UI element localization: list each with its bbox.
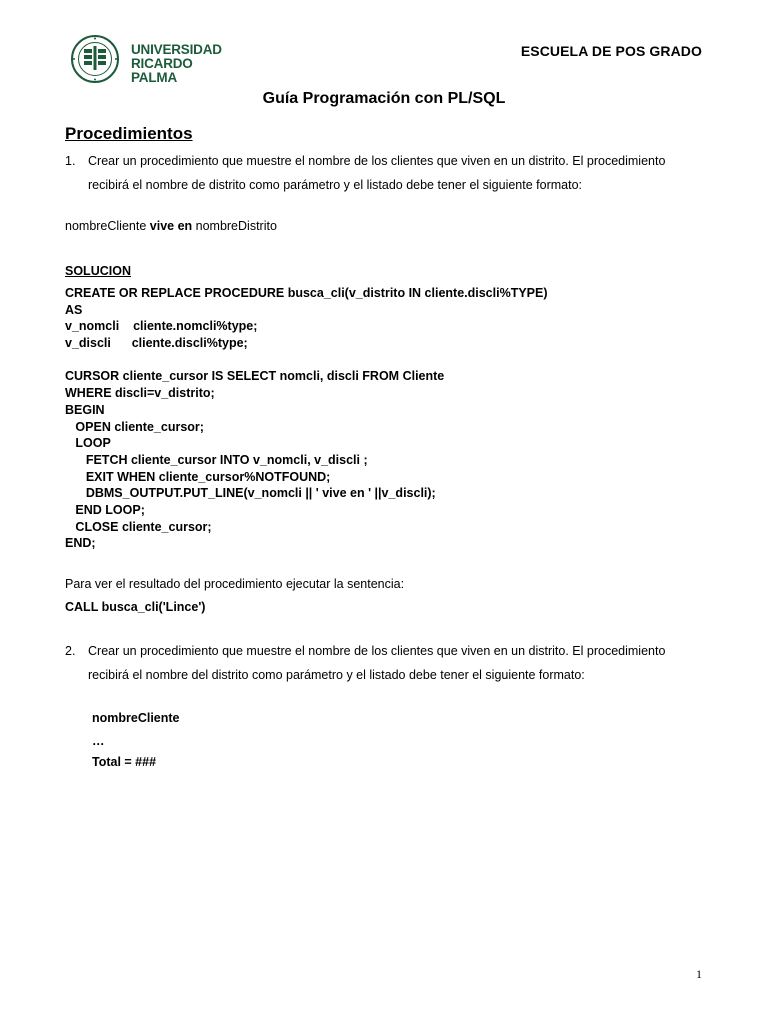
code-line: END;: [65, 536, 96, 551]
university-seal-icon: [69, 34, 121, 84]
code-line: FETCH cliente_cursor INTO v_nomcli, v_discli ;: [65, 452, 368, 467]
format-line-2c: Total = ###: [92, 755, 157, 769]
format-line-2a: nombreCliente: [92, 711, 180, 725]
page-number: 1: [696, 967, 702, 981]
code-line: v_nomcli cliente.nomcli%type;: [65, 319, 258, 334]
code-line: CLOSE cliente_cursor;: [65, 519, 212, 534]
logo-line-2: RICARDO PALMA: [131, 56, 193, 85]
code-line: BEGIN: [65, 402, 105, 417]
list-item-2-text: Crear un procedimiento que muestre el nombre de los clientes que viven en un distrito. El procedimiento recibirá el nombre del distrito como parámetro y el listado debe tener el siguiente formato:: [88, 644, 666, 682]
list-item-2: [65, 639, 705, 687]
code-line: CREATE OR REPLACE PROCEDURE busca_cli(v_distrito IN cliente.discli%TYPE): [65, 286, 548, 300]
school-name: ESCUELA DE POS GRADO: [520, 43, 702, 59]
code-line: [65, 352, 548, 369]
section-heading: Procedimientos: [65, 124, 193, 143]
list-item-1: [65, 149, 705, 197]
format-name: nombreCliente: [65, 219, 150, 233]
code-line: WHERE discli=v_distrito;: [65, 386, 215, 401]
list-item-1-text: Crear un procedimiento que muestre el nombre de los clientes que viven en un distrito. El procedimiento recibirá el nombre de distrito como parámetro y el listado debe tener el siguiente formato:: [88, 154, 666, 192]
logo-wordmark: [131, 43, 239, 85]
format-line-1: [65, 219, 277, 233]
code-line: EXIT WHEN cliente_cursor%NOTFOUND;: [65, 469, 331, 484]
format-keyword: vive en: [149, 219, 193, 233]
code-line: END LOOP;: [65, 502, 145, 517]
code-line: CURSOR cliente_cursor IS SELECT nomcli, discli FROM Cliente: [65, 369, 445, 384]
format-line-2b: …: [92, 734, 105, 748]
logo-line-1: UNIVERSIDAD: [131, 42, 222, 57]
code-line: DBMS_OUTPUT.PUT_LINE(v_nomcli || ' vive en ' ||v_discli);: [65, 486, 436, 501]
code-line: OPEN cliente_cursor;: [65, 419, 204, 434]
code-line: AS: [65, 302, 83, 317]
list-item-1-number: 1.: [65, 154, 76, 168]
code-block: [65, 285, 548, 552]
document-title: Guía Programación con PL/SQL: [262, 90, 506, 107]
university-logo: [69, 34, 239, 84]
call-statement: CALL busca_cli('Lince'): [65, 600, 206, 614]
solution-heading: SOLUCION: [65, 264, 131, 278]
list-item-2-number: 2.: [65, 644, 76, 658]
code-line: v_discli cliente.discli%type;: [65, 336, 248, 351]
result-note: Para ver el resultado del procedimiento ejecutar la sentencia:: [65, 577, 405, 591]
format-district: nombreDistrito: [192, 219, 277, 233]
code-line: LOOP: [65, 436, 111, 451]
